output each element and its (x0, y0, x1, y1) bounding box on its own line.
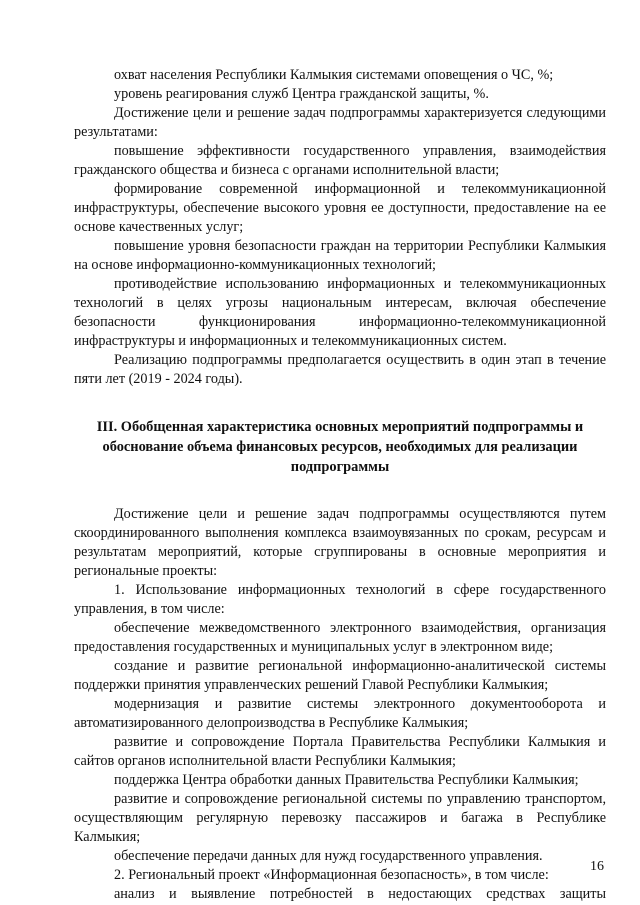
paragraph-coverage: охват населения Республики Калмыкия системами оповещения о ЧС, %; (114, 67, 554, 83)
page-number: 16 (590, 859, 604, 874)
paragraph-achievement: Достижение цели и решение задач подпрограммы осуществляются путем скоординированного выполнения комплекса взаимоувязанных по срокам, ресурсам и результатам мероприятий, которые сгруппированы в основные мероприятия и региональные проекты: (74, 506, 606, 579)
paragraph-result-counteraction: противодействие использованию информационных и телекоммуникационных технологий в целях угрозы национальным интересам, включая обеспечение безопасности функционирования информационно-телекоммуникационной инфраструктуры и информационных и телекоммуникационных систем. (74, 276, 606, 349)
paragraph-result-efficiency: повышение эффективности государственного управления, взаимодействия гражданского общества и бизнеса с органами исполнительной власти; (74, 143, 606, 178)
paragraph-response-level: уровень реагирования служб Центра гражданской защиты, %. (114, 86, 489, 102)
paragraph-results-intro: Достижение цели и решение задач подпрограммы характеризуется следующими результатами: (74, 105, 606, 140)
section-heading: III. Обобщенная характеристика основных мероприятий подпрограммы и обоснование объема финансовых ресурсов, необходимых для реализации подпрограммы (96, 419, 584, 475)
paragraph-implementation-period: Реализацию подпрограммы предполагается осуществить в один этап в течение пяти лет (2019 - 2024 годы). (74, 352, 606, 387)
paragraph-analytics-system: создание и развитие региональной информационно-аналитической системы поддержки принятия управленческих решений Главой Республики Калмыкия; (74, 658, 606, 693)
paragraph-analysis: анализ и выявление потребностей в недостающих средствах защиты (114, 886, 606, 902)
paragraph-interaction: обеспечение межведомственного электронного взаимодействия, организация предоставления государственных и муниципальных услуг в электронном виде; (74, 620, 606, 655)
paragraph-result-safety: повышение уровня безопасности граждан на территории Республики Калмыкия на основе информационно-коммуникационных технологий; (74, 238, 606, 273)
paragraph-item-2: 2. Региональный проект «Информационная безопасность», в том числе: (114, 867, 549, 883)
paragraph-transport-system: развитие и сопровождение региональной системы по управлению транспортом, осуществляющим регулярную перевозку пассажиров и багажа в Республике Калмыкия; (74, 791, 606, 845)
document-body (74, 66, 606, 904)
paragraph-document-flow: модернизация и развитие системы электронного документооборота и автоматизированного делопроизводства в Республике Калмыкия; (74, 696, 606, 731)
paragraph-data-center: поддержка Центра обработки данных Правительства Республики Калмыкия; (114, 772, 579, 788)
paragraph-portal: развитие и сопровождение Портала Правительства Республики Калмыкия и сайтов органов исполнительной власти Республики Калмыкия; (74, 734, 606, 769)
paragraph-data-transfer: обеспечение передачи данных для нужд государственного управления. (114, 848, 543, 864)
paragraph-item-1: 1. Использование информационных технологий в сфере государственного управления, в том числе: (74, 582, 606, 617)
paragraph-result-infrastructure: формирование современной информационной и телекоммуникационной инфраструктуры, обеспечение высокого уровня ее доступности, предоставление на ее основе качественных услуг; (74, 181, 606, 235)
